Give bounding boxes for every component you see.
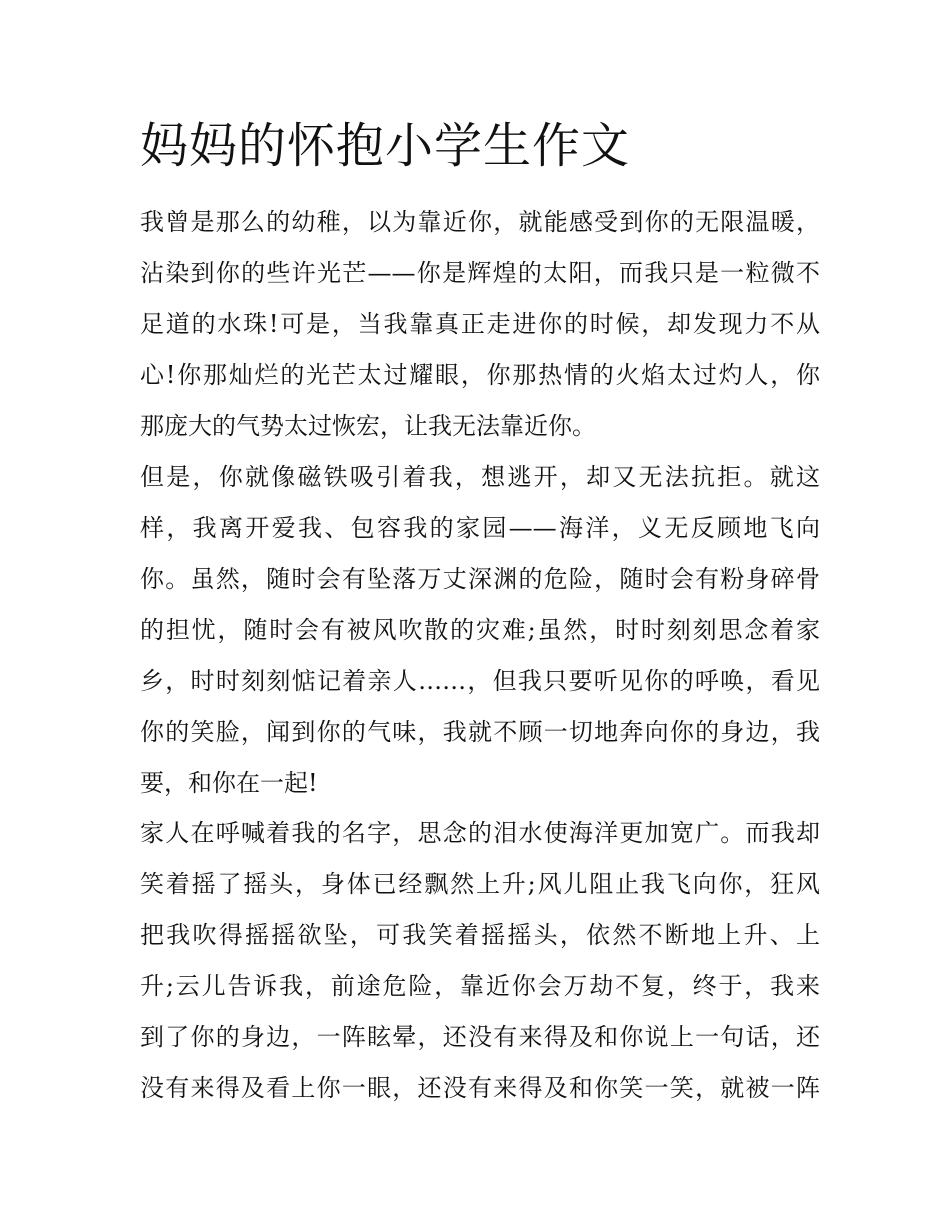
text-line: 到了你的身边，一阵眩晕，还没有来得及和你说上一句话，还 — [140, 1023, 820, 1051]
text-line: 但是，你就像磁铁吸引着我，想逃开，却又无法抗拒。就这 — [140, 463, 820, 491]
text-line: 沾染到你的些许光芒——你是辉煌的太阳，而我只是一粒微不 — [140, 259, 820, 287]
text-line: 乡，时时刻刻惦记着亲人……，但我只要听见你的呼唤，看见 — [140, 667, 820, 695]
text-line: 样，我离开爱我、包容我的家园——海洋，义无反顾地飞向 — [140, 514, 820, 542]
text-line: 笑着摇了摇头，身体已经飘然上升;风儿阻止我飞向你，狂风 — [140, 870, 820, 898]
text-line: 你。虽然，随时会有坠落万丈深渊的危险，随时会有粉身碎骨 — [140, 565, 820, 593]
text-line: 要，和你在一起! — [140, 769, 318, 797]
text-line: 那庞大的气势太过恢宏，让我无法靠近你。 — [140, 412, 596, 440]
text-line: 足道的水珠!可是，当我靠真正走进你的时候，却发现力不从 — [140, 310, 820, 338]
text-line: 把我吹得摇摇欲坠，可我笑着摇摇头，依然不断地上升、上 — [140, 921, 820, 949]
text-line: 我曾是那么的幼稚，以为靠近你，就能感受到你的无限温暖， — [140, 208, 820, 236]
text-line: 的担忧，随时会有被风吹散的灾难;虽然，时时刻刻思念着家 — [140, 616, 820, 644]
document-title: 妈妈的怀抱小学生作文 — [140, 118, 631, 174]
text-line: 没有来得及看上你一眼，还没有来得及和你笑一笑，就被一阵 — [140, 1074, 820, 1102]
text-line: 心!你那灿烂的光芒太过耀眼，你那热情的火焰太过灼人，你 — [140, 361, 820, 389]
text-line: 家人在呼喊着我的名字，思念的泪水使海洋更加宽广。而我却 — [140, 819, 820, 847]
text-line: 你的笑脸，闻到你的气味，我就不顾一切地奔向你的身边，我 — [140, 718, 820, 746]
text-line: 升;云儿告诉我，前途危险，靠近你会万劫不复，终于，我来 — [140, 972, 820, 1000]
